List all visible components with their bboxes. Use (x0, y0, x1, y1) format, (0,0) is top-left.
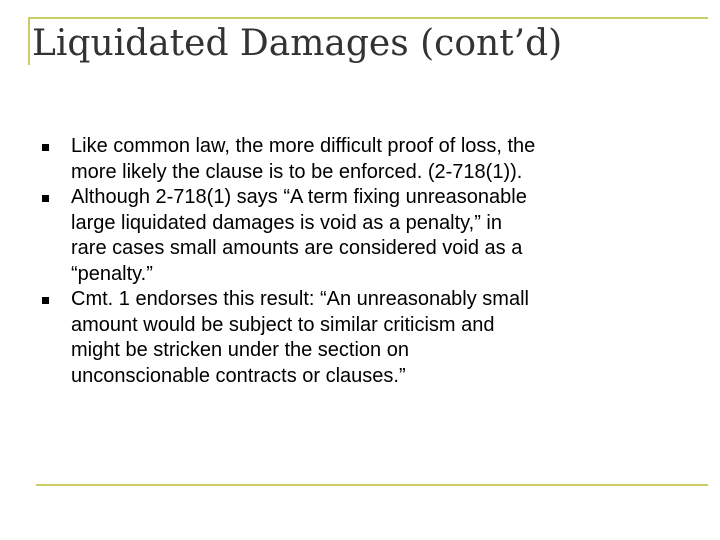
footer-rule (36, 484, 708, 486)
bullet-text-line: might be stricken under the section on (71, 339, 409, 361)
square-bullet-icon (42, 297, 49, 304)
title-top-rule (28, 17, 708, 19)
bullet-text-line: Like common law, the more difficult proof of loss, the (71, 135, 536, 157)
bullet-text-line: Although 2-718(1) says “A term fixing unreasonable (71, 186, 527, 208)
square-bullet-icon (42, 144, 49, 151)
bullet-text-line: unconscionable contracts or clauses.” (71, 364, 406, 387)
bullet-text-line: amount would be subject to similar criticism and (71, 313, 495, 336)
bullet-text-line: large liquidated damages is void as a penalty,” in (71, 211, 502, 234)
bullet-text-line: more likely the clause is to be enforced. (2-718(1)). (71, 160, 523, 183)
slide-title: Liquidated Damages (cont’d) (32, 23, 563, 64)
bullet-text-line: rare cases small amounts are considered void as a (71, 237, 523, 259)
title-left-rule (28, 17, 30, 65)
bullet-item (40, 185, 700, 287)
bullet-item (40, 287, 700, 389)
square-bullet-icon (42, 195, 49, 202)
bullet-item (40, 134, 700, 185)
bullet-list (40, 134, 700, 389)
bullet-text-line: Cmt. 1 endorses this result: “An unreasonably small (71, 288, 529, 310)
bullet-text-line: “penalty.” (71, 262, 153, 285)
